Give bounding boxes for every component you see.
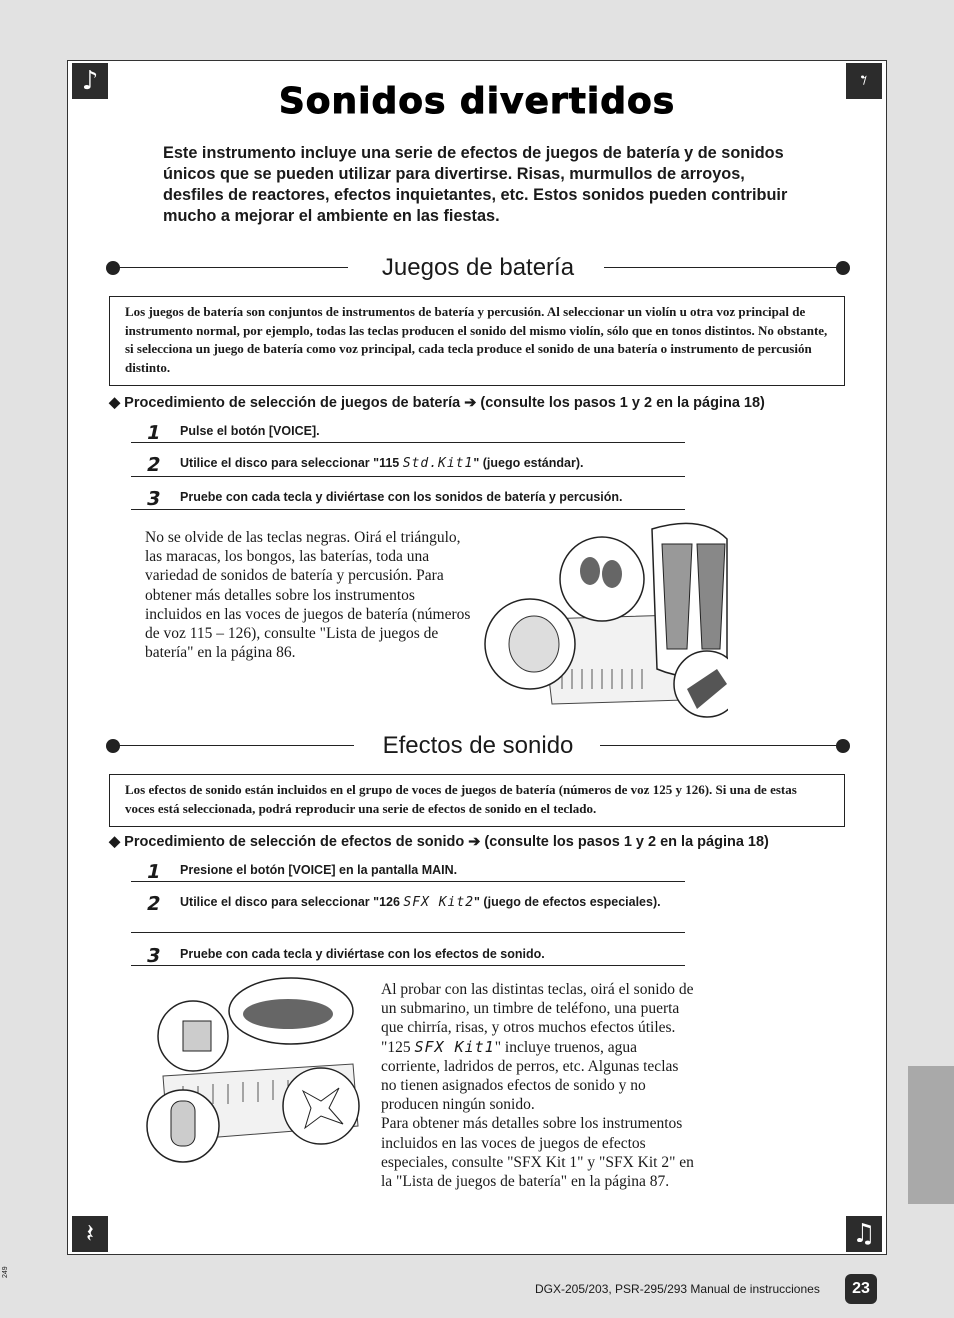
lcd-sfx-kit1: SFX Kit1	[414, 1037, 495, 1056]
drum-kits-description-box: Los juegos de batería son conjuntos de instrumentos de batería y percusión. Al seleccionar un violín u otra voz principal de instrumento normal, por ejemplo, todas las teclas producen el sonido del mismo violín, sólo que en tonos distintos. No obstante, si selecciona un juego de batería como voz principal, cada tecla produce el sonido de una batería o instrumento de percusión distinto.	[109, 296, 845, 386]
page	[67, 60, 887, 1255]
drum-kit-illustration	[482, 519, 728, 719]
sound-effects-description-box: Los efectos de sonido están incluidos en el grupo de voces de juegos de batería (números de voz 125 y 126). Si una de estas voces está seleccionada, podrá reproducir una serie de efectos de sonido en el teclado.	[109, 774, 845, 827]
sfx-step-1: 1 Presione el botón [VOICE] en la pantalla MAIN.	[131, 863, 685, 882]
sound-effects-body-text-2: Para obtener más detalles sobre los instrumentos incluidos en las voces de juegos de efectos especiales, consulte "SFX Kit 1" y "SFX Kit 2" en la "Lista de juegos de batería" en la página 87.	[381, 1115, 694, 1191]
page-title: Sonidos divertidos	[278, 81, 676, 122]
sound-effects-procedure: ◆ Procedimiento de selección de efectos de sonido ➔ (consulte los pasos 1 y 2 en la página 18)	[109, 834, 769, 850]
section-heading-sound-effects: Efectos de sonido	[106, 731, 850, 761]
side-code: 249	[2, 1266, 9, 1278]
sound-effects-body-text: Al probar con las distintas teclas, oirá el sonido de un submarino, un timbre de teléfono, una puerta que chirría, risas, y otros muchos efectos útiles. "125 SFX Kit1" incluye truenos, agua corriente, ladridos de perros, etc. Algunas teclas no tienen asignados efectos de sonido y no producen ningún sonido. Para obtener más detalles sobre los instrumentos incluidos en las voces de juegos de efectos especiales, consulte "SFX Kit 1" y "SFX Kit 2" en la "Lista de juegos de batería" en la página 87.	[381, 980, 697, 1191]
eighth-note-icon: ♪	[72, 63, 108, 99]
drum-kits-body-text: No se olvide de las teclas negras. Oirá el triángulo, las maracas, los bongos, las baterías, toda una variedad de sonidos de batería y percusión. Para obtener más detalles sobre los instrumentos incluidos en las voces de juegos de batería (números de voz 115 – 126), consulte "Lista de juegos de batería" en la página 86.	[145, 529, 471, 662]
drum-step-2: 2 Utilice el disco para seleccionar "115 Std.Kit1" (juego estándar).	[131, 456, 685, 477]
section-heading-drum-kits: Juegos de batería	[106, 253, 850, 283]
beamed-notes-icon: ♫	[846, 1216, 882, 1252]
lcd-std-kit1: Std.Kit1	[402, 456, 474, 471]
sfx-step-2: 2 Utilice el disco para seleccionar "126 SFX Kit2" (juego de efectos especiales).	[131, 895, 685, 933]
lcd-sfx-kit2: SFX Kit2	[403, 895, 475, 910]
sfx-step-3: 3 Pruebe con cada tecla y diviértase con los efectos de sonido.	[131, 947, 685, 966]
footer-manual-title: DGX-205/203, PSR-295/293 Manual de instrucciones	[535, 1282, 820, 1296]
drum-kits-procedure: ◆ Procedimiento de selección de juegos de batería ➔ (consulte los pasos 1 y 2 en la página 18)	[109, 395, 765, 411]
quarter-rest-icon: 𝄽	[72, 1216, 108, 1252]
page-number: 23	[845, 1274, 877, 1304]
drum-step-3: 3 Pruebe con cada tecla y diviértase con los sonidos de batería y percusión.	[131, 490, 685, 510]
sound-effects-illustration	[143, 976, 363, 1166]
eighth-rest-icon: 𝄾	[846, 63, 882, 99]
intro-text: Este instrumento incluye una serie de efectos de juegos de batería y de sonidos únicos que se pueden utilizar para divertirse. Risas, murmullos de arroyos, desfiles de reactores, efectos inquietantes, etc. Estos sonidos pueden contribuir mucho a mejorar el ambiente en las fiestas.	[163, 144, 788, 225]
drum-step-1: 1 Pulse el botón [VOICE].	[131, 424, 685, 443]
chapter-tab	[908, 1066, 954, 1204]
